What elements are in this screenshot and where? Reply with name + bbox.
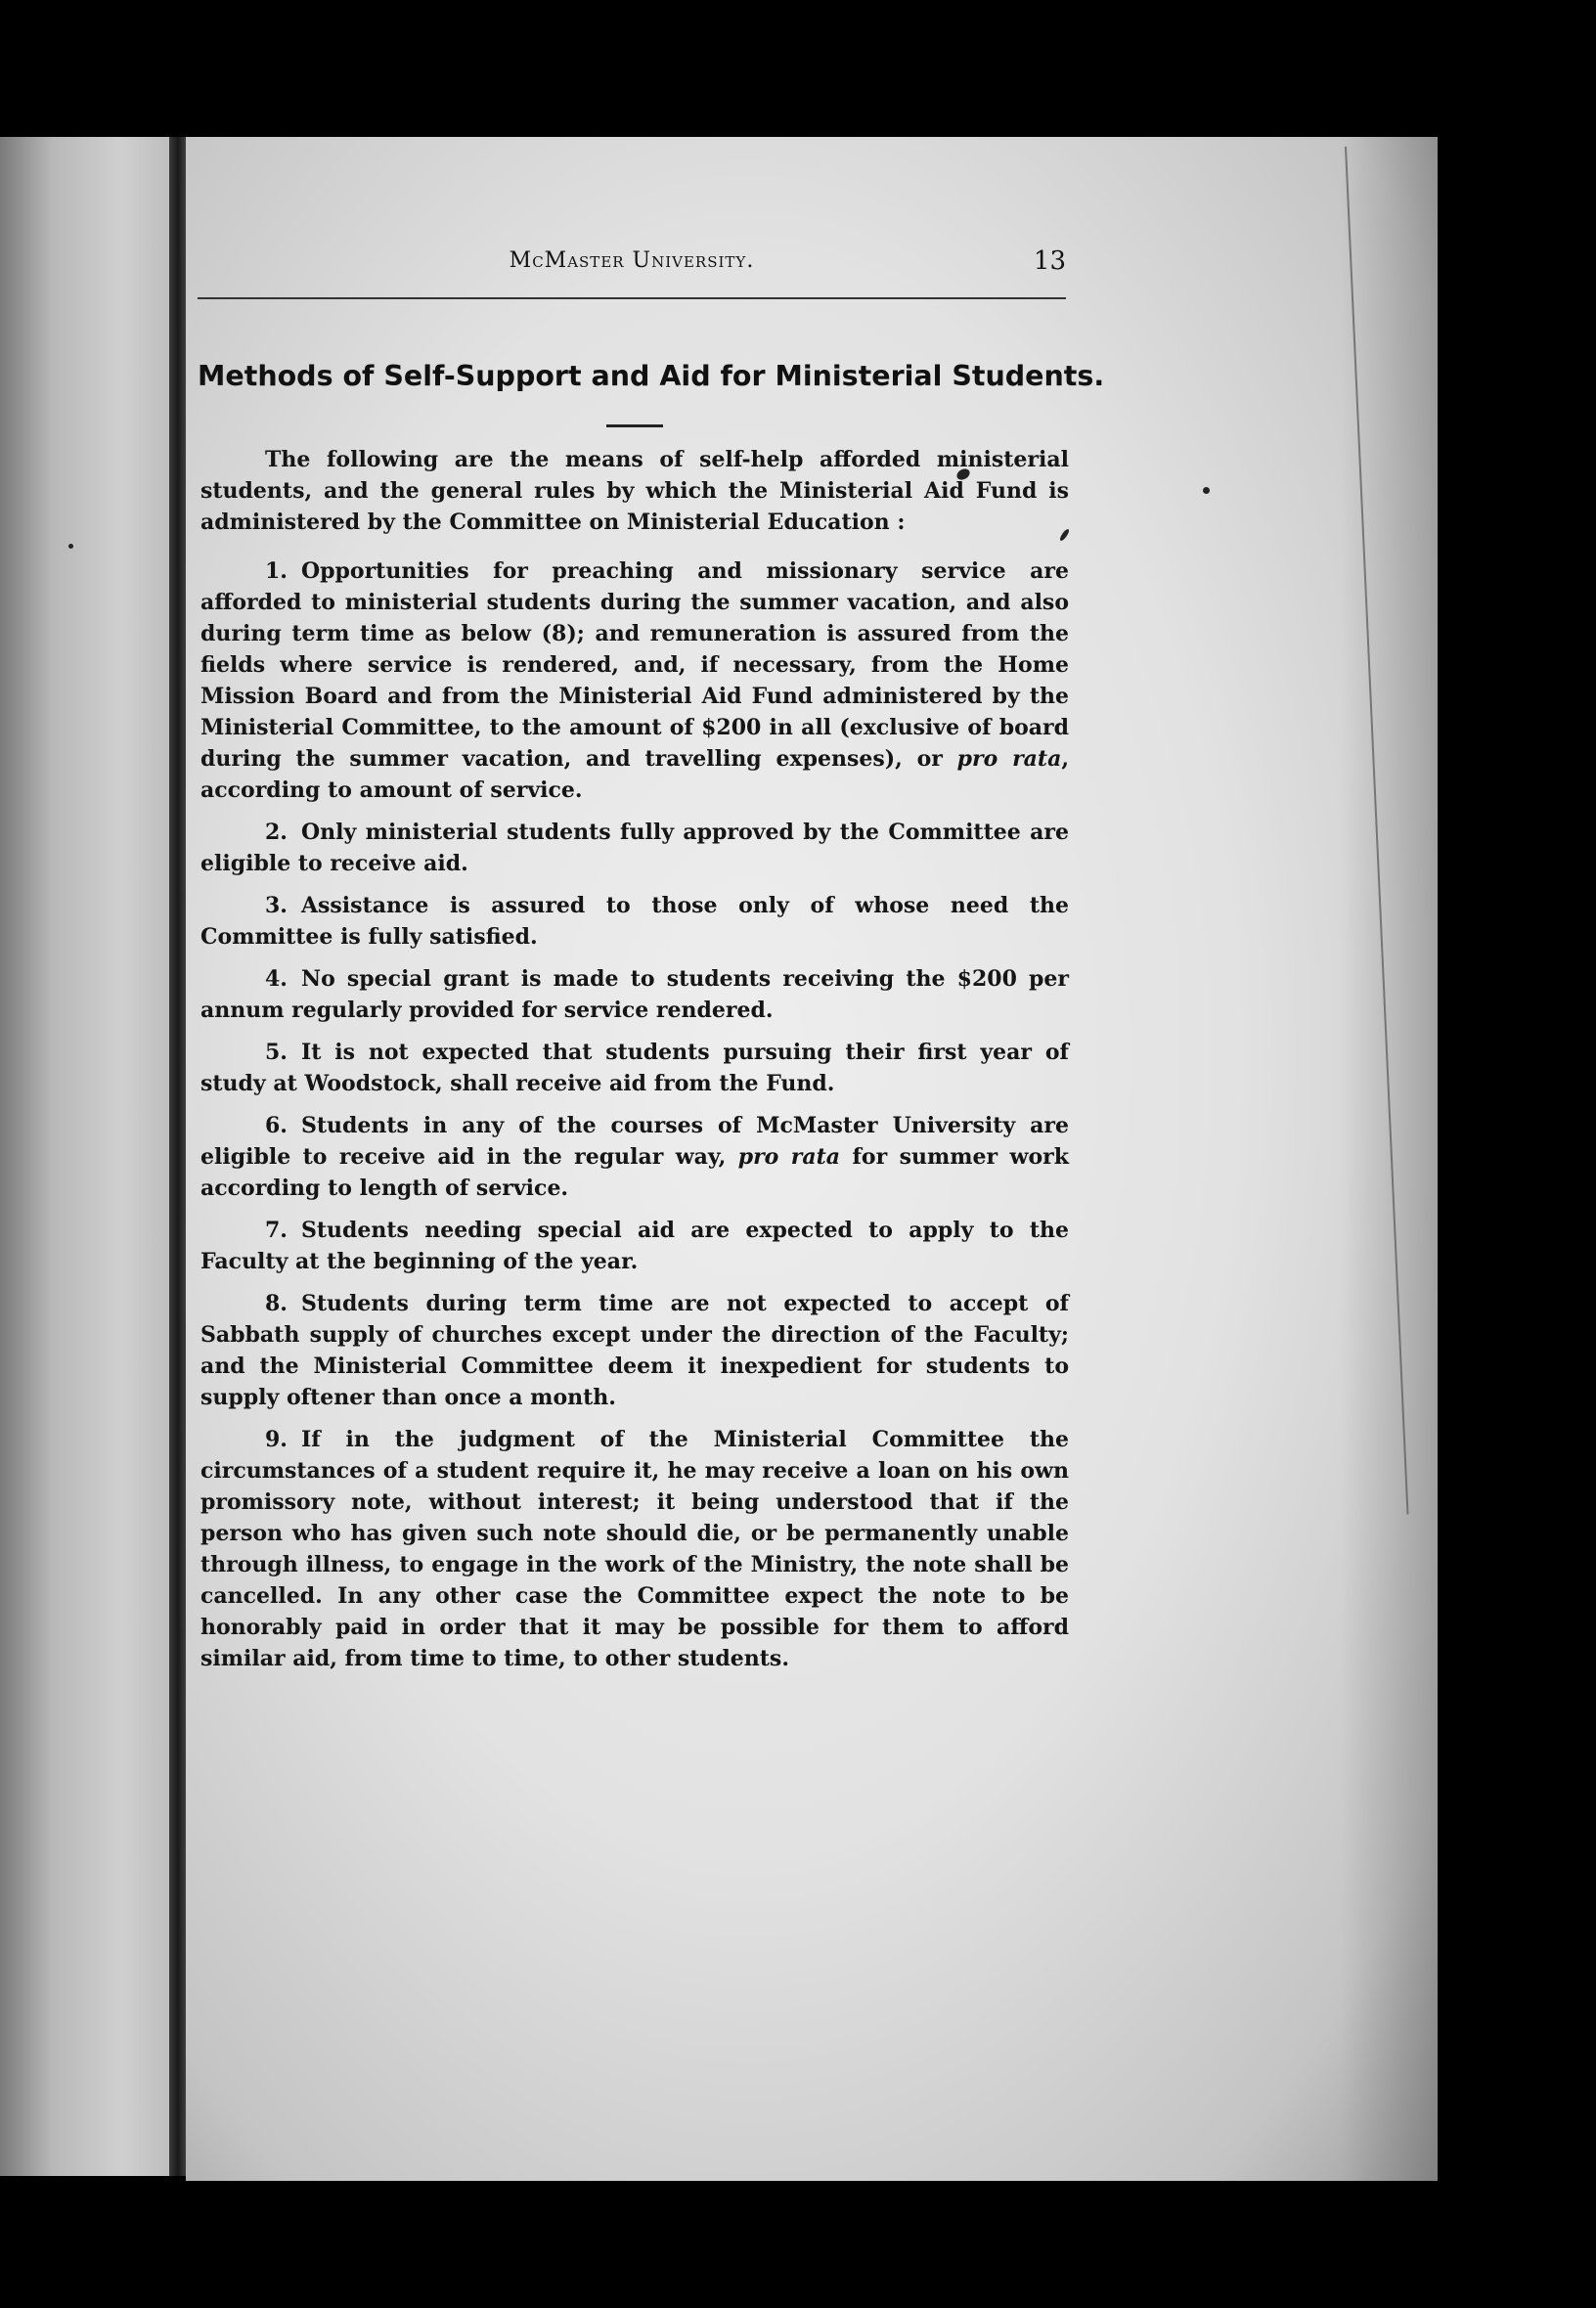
rule-text: If in the judgment of the Ministerial Committee the circumstances of a student require it, he may receive a loan on his own promissory note, without interest; it being understood that if the person who has given such note should die, or be permanently unable through illness, to engage in the work of the Ministry, the note shall be cancelled. In any other case the Committee expect the note to be honorably paid in order that it may be possible for them to afford similar aid, from time to time, to other students. [200, 1427, 1069, 1671]
facing-page-edge [0, 137, 174, 2176]
rule-number: 6. [265, 1113, 288, 1138]
rule-number: 2. [265, 820, 288, 845]
rule-text: Students in any of the courses of McMaster University are eligible to receive aid in the regular way, [200, 1113, 1069, 1170]
rule-text: It is not expected that students pursuing their first year of study at Woodstock, shall receive aid from the Fund. [200, 1040, 1069, 1096]
rule-paragraph [200, 963, 1069, 1026]
rule-number: 7. [265, 1218, 288, 1243]
intro-paragraph: The following are the means of self-help afforded ministerial students, and the general rules by which the Ministerial Aid Fund is administered by the Committee on Ministerial Education : [200, 447, 1069, 535]
rule-number: 5. [265, 1040, 288, 1065]
rule-text: Students during term time are not expected to accept of Sabbath supply of churches except under the direction of the Faculty; and the Ministerial Committee deem it inexpedient for students to supply oftener than once a month. [200, 1291, 1069, 1410]
rule-paragraph [200, 1424, 1069, 1674]
rule-number: 9. [265, 1427, 288, 1452]
rule-text: Only ministerial students fully approved by the Committee are eligible to receive aid. [200, 820, 1069, 876]
page-shadow [1340, 137, 1438, 2181]
rule-paragraph [200, 1215, 1069, 1277]
rule-text: Opportunities for preaching and missionary service are afforded to ministerial students during the summer vacation, and also during term time as below (8); and remuneration is assured from the fields where service is rendered, and, if necessary, from the Home Mission Board and from the Ministerial Aid Fund administered by the Ministerial Committee, to the amount of $200 in all (exclusive of board during the summer vacation, and travelling expenses), or [200, 558, 1069, 772]
rule-text: No special grant is made to students receiving the $200 per annum regularly provided for service rendered. [200, 966, 1069, 1023]
rule-text-after: , according to amount of service. [200, 746, 1070, 803]
rule-paragraph [200, 817, 1069, 879]
rule-paragraph [200, 890, 1069, 953]
rule-paragraph [200, 555, 1069, 806]
rule-text: Students needing special aid are expected to apply to the Faculty at the beginning of the year. [200, 1218, 1069, 1274]
ink-speck [1203, 487, 1210, 494]
rule-text-after: for summer work according to length of service. [200, 1144, 1070, 1201]
running-head: McMaster University. [509, 248, 755, 273]
rule-text: Assistance is assured to those only of whose need the Committee is fully satisfied. [200, 893, 1069, 950]
body-text [200, 444, 1069, 1685]
rule-paragraph [200, 1288, 1069, 1413]
rule-number: 8. [265, 1291, 288, 1316]
rule-number: 4. [265, 966, 288, 992]
rule-paragraph [200, 1037, 1069, 1099]
rule-paragraph [200, 1110, 1069, 1204]
rule-emphasis: pro rata [956, 746, 1062, 772]
page-number: 13 [1033, 246, 1066, 276]
rule-number: 1. [265, 558, 288, 584]
section-title: Methods of Self-Support and Aid for Ministerial Students. [198, 360, 1105, 392]
rule-emphasis: pro rata [737, 1144, 841, 1170]
page-header [198, 235, 1066, 293]
rule-number: 3. [265, 893, 288, 918]
header-rule [198, 297, 1066, 299]
ink-speck [68, 544, 73, 549]
book-gutter [169, 137, 187, 2176]
title-rule [606, 424, 663, 427]
